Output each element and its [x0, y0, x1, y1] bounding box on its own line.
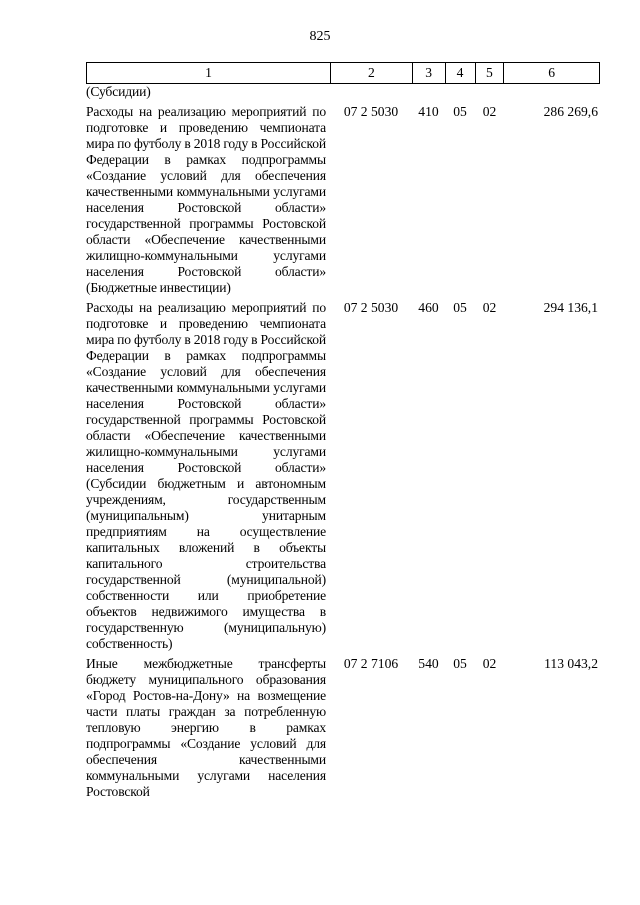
column-header: 1 — [205, 65, 212, 80]
row-col4: 05 — [453, 300, 467, 315]
row-col5: 02 — [482, 104, 497, 119]
column-header: 4 — [445, 63, 475, 83]
row-description: Расходы на реализацию мероприятий по подготовке и проведению чемпионата мира по футболу в 2018 году в Российской Федерации в рамках подпрограммы «Создание условий для обеспечения качественными коммунальными услугами населения Ростовской области» государственной программы Ростовской области «Обеспечение качественными жилищно-коммунальными услугами населения Ростовской области» (Бюджетные инвестиции) — [86, 104, 326, 295]
row-code: 07 2 5030 — [343, 300, 399, 315]
row-code: 07 2 7106 — [343, 656, 399, 671]
table-header — [86, 62, 600, 84]
row-code: 07 2 5030 — [343, 104, 399, 119]
row-amount: 286 269,6 — [543, 104, 598, 119]
row-col4 — [445, 84, 475, 100]
row-col5: 02 — [482, 656, 497, 671]
row-col3: 460 — [418, 300, 439, 315]
row-amount: 294 136,1 — [543, 300, 598, 315]
table-row — [86, 104, 600, 296]
row-description: Расходы на реализацию мероприятий по подготовке и проведению чемпионата мира по футболу в 2018 году в Российской Федерации в рамках подпрограммы «Создание условий для обеспечения качественными коммунальными услугами населения Ростовской области» государственной программы Ростовской области «Обеспечение качественными жилищно-коммунальными услугами населения Ростовской области» (Субсидии бюджетным и автономным учреждениям, государственным (муниципальным) унитарным предприятиям на осуществление капитальных вложений в объекты капитального строительства государственной (муниципальной) собственности или приобретение объектов недвижимого имущества в государственную (муниципальную) собственность) — [86, 300, 326, 651]
column-header: 2 — [330, 63, 412, 83]
row-col3 — [412, 84, 445, 100]
table-row — [86, 84, 600, 100]
table-row — [86, 300, 600, 652]
column-header: 5 — [475, 63, 504, 83]
row-amount — [504, 84, 600, 100]
row-col4: 05 — [453, 656, 467, 671]
row-description: (Субсидии) — [86, 84, 151, 99]
row-col4: 05 — [453, 104, 467, 119]
row-code — [330, 84, 412, 100]
row-amount: 113 043,2 — [544, 656, 598, 671]
row-col5 — [475, 84, 504, 100]
budget-table — [86, 62, 600, 800]
row-col3: 410 — [418, 104, 439, 119]
row-col3: 540 — [418, 656, 439, 671]
row-col5: 02 — [482, 300, 497, 315]
column-header: 6 — [503, 63, 599, 83]
column-header: 3 — [412, 63, 445, 83]
table-row — [86, 656, 600, 800]
page-number: 825 — [309, 29, 331, 44]
row-description: Иные межбюджетные трансферты бюджету муниципального образования «Город Ростов-на-Дону» на возмещение части платы граждан за потребленную тепловую энергию в рамках подпрограммы «Создание условий для обеспечения качественными коммунальными услугами населения Ростовской — [86, 656, 326, 799]
